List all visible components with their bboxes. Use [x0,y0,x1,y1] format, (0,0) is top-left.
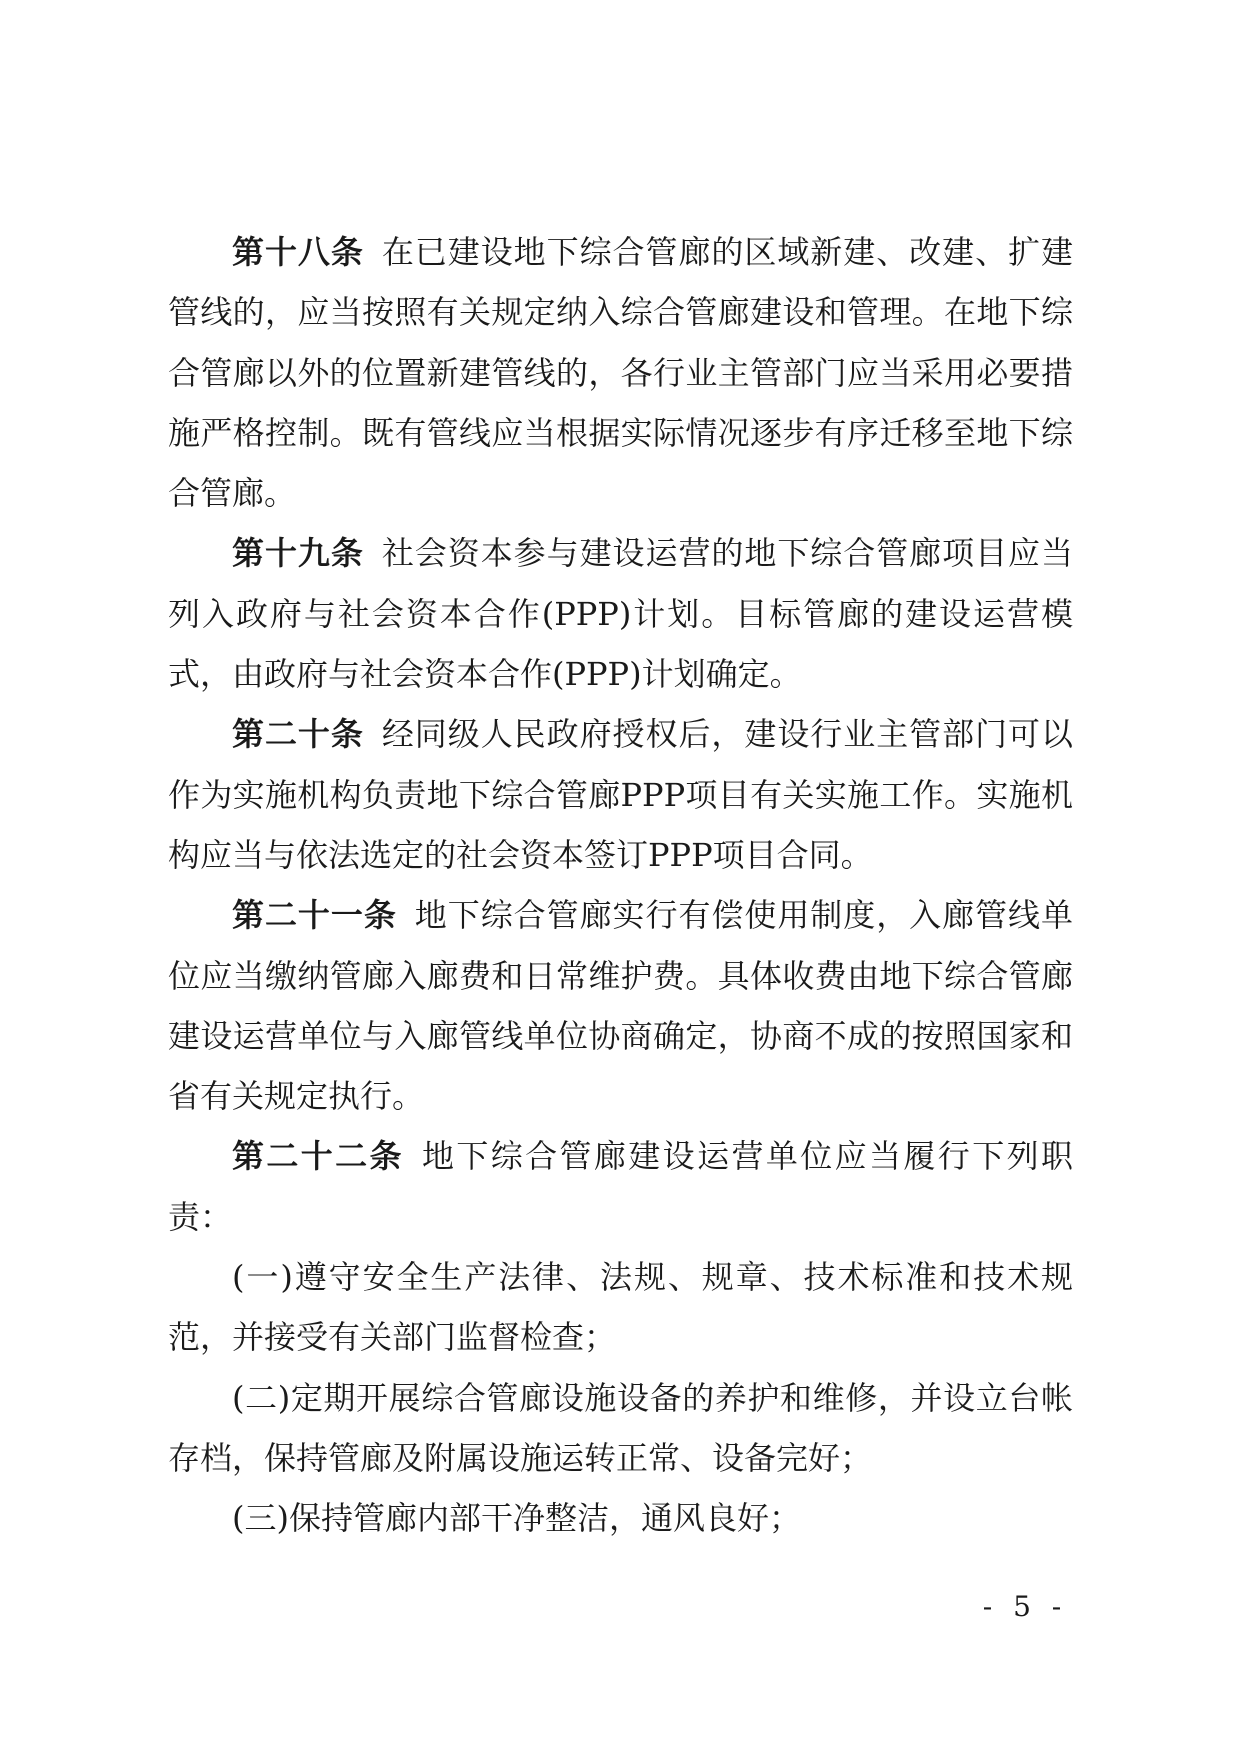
article-22-title: 第二十二条 [232,1137,404,1176]
article-22 [168,1126,1073,1247]
article-18 [168,222,1073,523]
document-body [168,222,1073,1549]
article-22-text: 地下综合管廊建设运营单位应当履行下列职责： [168,1137,1073,1236]
article-20-title: 第二十条 [232,715,364,754]
article-18-title: 第十八条 [232,233,364,271]
article-18-text: 在已建设地下综合管廊的区域新建、改建、扩建管线的，应当按照有关规定纳入综合管廊建设和管理。在地下综合管廊以外的位置新建管线的，各行业主管部门应当采用必要措施严格控制。既有管线应当根据实际情况逐步有序迁移至地下综合管廊。 [168,233,1073,513]
article-19-title: 第十九条 [232,534,364,573]
article-21-text: 地下综合管廊实行有偿使用制度，入廊管线单位应当缴纳管廊入廊费和日常维护费。具体收费由地下综合管廊建设运营单位与入廊管线单位协商确定，协商不成的按照国家和省有关规定执行。 [168,896,1073,1116]
page-number: - 5 - [982,1590,1068,1623]
article-19-text: 社会资本参与建设运营的地下综合管廊项目应当列入政府与社会资本合作(PPP)计划。目标管廊的建设运营模式，由政府与社会资本合作(PPP)计划确定。 [168,534,1073,694]
duty-item-3: (三)保持管廊内部干净整洁，通风良好； [232,1499,801,1538]
duty-item-1: (一)遵守安全生产法律、法规、规章、技术标准和技术规范，并接受有关部门监督检查； [168,1258,1073,1357]
article-20 [168,704,1073,885]
article-21-title: 第二十一条 [232,896,397,935]
article-20-text: 经同级人民政府授权后，建设行业主管部门可以作为实施机构负责地下综合管廊PPP项目有关实施工作。实施机构应当与依法选定的社会资本签订PPP项目合同。 [168,715,1073,874]
article-21 [168,885,1073,1126]
duty-item-2: (二)定期开展综合管廊设施设备的养护和维修，并设立台帐存档，保持管廊及附属设施运转正常、设备完好； [168,1378,1073,1477]
article-19 [168,523,1073,704]
